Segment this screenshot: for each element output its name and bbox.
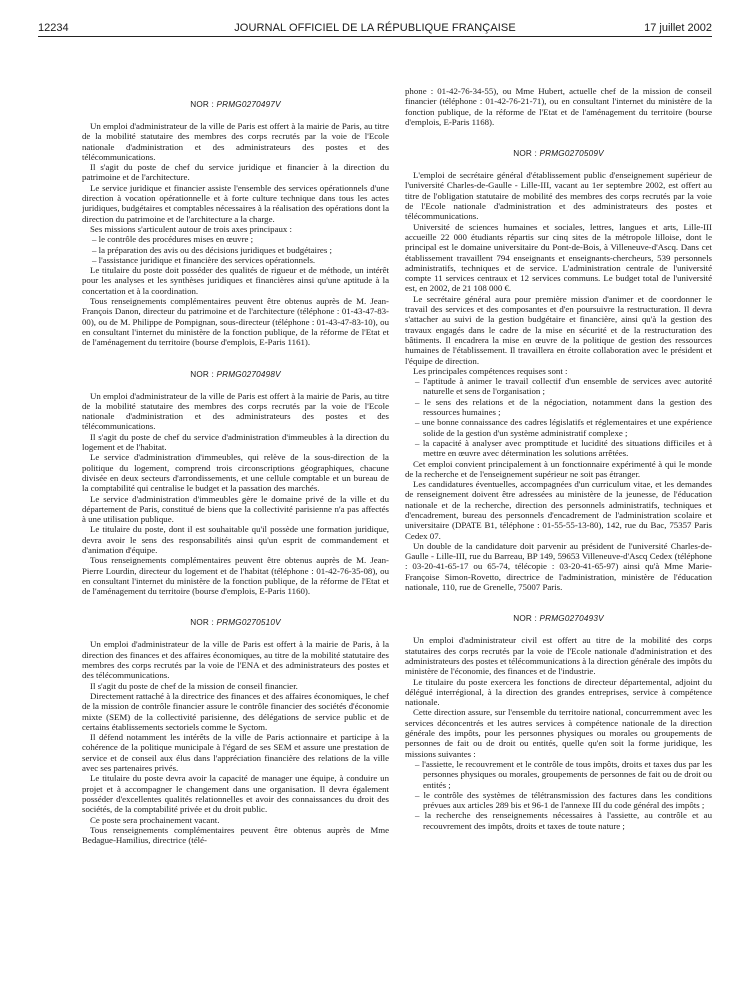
- paragraph: Un emploi d'administrateur civil est offert au titre de la mobilité des corps statutaires des corps recrutés par la voie de l'Ecole nationale d'administration et des administrateurs des postes et télécommunications à la direction générale des impôts du ministère de l'économie, des finances et de l'industrie.: [405, 635, 712, 677]
- mission-list: [405, 759, 712, 831]
- paragraph-continuation: phone : 01-42-76-34-55), ou Mme Hubert, actuelle chef de la mission de conseil financier (téléphone : 01-42-76-21-71), ou en consultant l'internet du ministère de la fonction publique, de la réforme de l'Etat et de l'aménagement du territoire (bourse d'emplois, E-Paris 1168).: [405, 86, 712, 127]
- mission-list: [82, 234, 389, 265]
- paragraph: Le titulaire du poste, dont il est souhaitable qu'il possède une formation juridique, devra avoir le sens des responsabilités ainsi qu'un esprit de commandement et d'animation d'équipe.: [82, 524, 389, 555]
- list-item: – le sens des relations et de la négociation, notamment dans la gestion des ressources humaines ;: [415, 397, 712, 418]
- paragraph: Les candidatures éventuelles, accompagnées d'un curriculum vitae, et les demandes de renseignement doivent être adressées au ministère de la jeunesse, de l'éducation nationale et de la recherche, direction des personnels administratifs, techniques et d'encadrement, bureau des personnels d'encadrement de l'administration scolaire et universitaire (DPATE B1, téléphone : 01-55-55-13-80), 142, rue du Bac, 75357 Paris Cedex 07.: [405, 479, 712, 541]
- left-column: [82, 90, 389, 990]
- paragraph: Un emploi d'administrateur de la ville de Paris est offert à la mairie de Paris, au titre de la mobilité statutaire des membres des corps recrutés par la voie de l'Ecole nationale d'administration et des administrateurs des postes et des télécommunications.: [82, 390, 389, 432]
- paragraph: Tous renseignements complémentaires peuvent être obtenus auprès de M. Jean-François Danon, directeur du patrimoine et de l'architecture (téléphone : 01-43-47-83-00), ou de M. Philippe de Pompignan, sous-directeur (téléphone : 01-43-47-83-10), ou en consultant l'internet du ministère de la fonction publique, de la réforme de l'Etat et de l'aménagement du territoire (bourse d'emplois, E-Paris 1161).: [82, 296, 389, 348]
- paragraph: Le service juridique et financier assiste l'ensemble des services opérationnels d'une direction à vocation opérationnelle et à forte culture technique dans tous les actes juridiques, budgétaires et comptables nécessaires à la réalisation des opérations dont la direction du patrimoine et de l'architecture a la charge.: [82, 182, 389, 224]
- paragraph: Tous renseignements complémentaires peuvent être obtenus auprès de Mme Bedague-Hamilius, directrice (télé-: [82, 824, 389, 846]
- nor-heading: NOR : PRMG0270509V: [513, 149, 604, 159]
- page-number: 12234: [38, 22, 69, 34]
- paragraph: Cette direction assure, sur l'ensemble du territoire national, concurremment avec les services déconcentrés et les autres services à compétence nationale de la direction générale des impôts, pour les personnes physiques ou morales ou groupements de personnes de fait ou de droit ou entités, quelle qu'en soit la forme juridique, les missions suivantes :: [405, 707, 712, 759]
- paragraph: Il défend notamment les intérêts de la ville de Paris actionnaire et participe à la cohérence de la politique municipale à l'égard de ses SEM et assure une prestation de service et de conseil aux élus dans l'appréciation financière des relations de la ville avec ses partenaires privés.: [82, 732, 389, 774]
- paragraph: L'emploi de secrétaire général d'établissement public d'enseignement supérieur de l'université Charles-de-Gaulle - Lille-III, vacant au 1er septembre 2002, est offert au titre de l'obligation statutaire de mobilité des membres des corps recrutés par la voie de l'Ecole nationale d'administration et des administrateurs des postes et télécommunications.: [405, 170, 712, 222]
- paragraph: Les principales compétences requises sont :: [413, 365, 568, 376]
- paragraph: Le service d'administration d'immeubles gère le domaine privé de la ville et du département de Paris, constitué de biens que la collectivité parisienne n'a pas affectés à une utilisation publique.: [82, 493, 389, 525]
- list-item: – la capacité à analyser avec promptitude et lucidité des situations difficiles et à mettre en œuvre avec détermination les solutions arrêtées.: [415, 438, 712, 459]
- two-column-body: [82, 88, 712, 990]
- paragraph: Ses missions s'articulent autour de trois axes principaux :: [90, 223, 293, 234]
- nor-heading: NOR : PRMG0270498V: [190, 369, 281, 379]
- list-item: – le contrôle des systèmes de télétransmission des factures dans les conditions prévues aux articles 289 bis et 96-1 de l'annexe III du code général des impôts ;: [415, 790, 712, 811]
- list-item: – l'assistance juridique et financière des services opérationnels.: [92, 255, 389, 265]
- paragraph: Le titulaire du poste devra avoir la capacité de manager une équipe, à conduire un projet et à accompagner le changement dans une organisation. Il devra également posséder d'excellentes qualités relationnelles et avoir des connaissances du droit des sociétés, de la comptabilité privée et du droit public.: [82, 773, 389, 815]
- competence-list: [405, 376, 712, 458]
- list-item: – une bonne connaissance des cadres législatifs et réglementaires et une expérience solide de la gestion d'un système administratif complexe ;: [415, 417, 712, 438]
- paragraph: Cet emploi convient principalement à un fonctionnaire expérimenté à qui le monde de la recherche et de l'enseignement supérieur ne soit pas étranger.: [405, 458, 712, 479]
- list-item: – l'assiette, le recouvrement et le contrôle de tous impôts, droits et taxes dus par les personnes physiques ou morales, groupements de personnes de fait ou de droit ou entités ;: [415, 759, 712, 790]
- nor-heading: NOR : PRMG0270493V: [513, 614, 604, 624]
- paragraph: Un emploi d'administrateur de la ville de Paris est offert à la mairie de Paris, au titre de la mobilité statutaire des membres des corps recrutés par la voie de l'Ecole nationale d'administration et des administrateurs des postes et des télécommunications.: [82, 121, 389, 162]
- page-header: [38, 14, 712, 34]
- paragraph: Le secrétaire général aura pour première mission d'animer et de coordonner le travail des services et des composantes et d'en poursuivre la restructuration. Il devra s'attacher au suivi de la gestion budgétaire et financière, ainsi qu'à la gestion des travaux engagés dans le cadre de la mise en sécurité et de la restructuration des bâtiments. Il encadrera la mise en œuvre de la politique de gestion des ressources humaines de l'établissement. Il travaillera en étroite collaboration avec le président et l'équipe de direction.: [405, 293, 712, 366]
- paragraph: Le titulaire du poste doit posséder des qualités de rigueur et de méthode, un intérêt pour les analyses et les synthèses juridiques et financières ainsi qu'une aptitude à la concertation et à la coordination.: [82, 265, 389, 296]
- issue-date: 17 juillet 2002: [644, 22, 712, 34]
- paragraph: Il s'agit du poste de chef du service d'administration d'immeubles à la direction du logement et de l'habitat.: [82, 431, 389, 453]
- paragraph: Université de sciences humaines et sociales, lettres, langues et arts, Lille-III accueille 22 000 étudiants répartis sur cinq sites de la métropole lilloise, dont le principal est le domaine universitaire du Pont-de-Bois, à Villeneuve-d'Ascq. Dans cet établissement travaillent 794 enseignants et enseignants-chercheurs, 539 personnels administratifs, techniques et de service. L'administration centrale de l'université compte 11 services centraux et 12 services communs. Le budget total de l'université est, en 2002, de 21 108 000 €.: [405, 221, 712, 294]
- paragraph: Il s'agit du poste de chef du service juridique et financier à la direction du patrimoine et de l'architecture.: [82, 162, 389, 183]
- journal-title: JOURNAL OFFICIEL DE LA RÉPUBLIQUE FRANÇAISE: [234, 22, 516, 34]
- list-item: – l'aptitude à animer le travail collectif d'un ensemble de services avec autorité naturelle et sens de l'organisation ;: [415, 376, 712, 397]
- list-item: – le contrôle des procédures mises en œuvre ;: [92, 234, 389, 244]
- paragraph: Directement rattaché à la directrice des finances et des affaires économiques, le chef de la mission de contrôle financier assure le contrôle financier des sociétés d'économie mixte (SEM) de la collectivité parisienne, des délégations de service public et de certains établissements sectoriels comme le Syctom.: [82, 690, 389, 732]
- paragraph: Il s'agit du poste de chef de la mission de conseil financier.: [90, 680, 298, 691]
- paragraph: Le titulaire du poste exercera les fonctions de directeur départemental, adjoint du délégué interrégional, à la direction des grandes entreprises, service à compétence nationale.: [405, 676, 712, 708]
- paragraph: Un emploi d'administrateur de la ville de Paris est offert à la mairie de Paris, à la direction des finances et des affaires économiques, au titre de la mobilité statutaire des membres des corps recrutés par la voie de l'ENA et des administrateurs des postes et des télécommunications.: [82, 639, 389, 681]
- nor-heading: NOR : PRMG0270497V: [190, 100, 281, 109]
- nor-heading: NOR : PRMG0270510V: [190, 618, 281, 628]
- paragraph: Un double de la candidature doit parvenir au président de l'université Charles-de-Gaulle - Lille-III, rue du Barreau, BP 149, 59653 Villeneuve-d'Ascq Cedex (téléphone : 03-20-41-65-17 ou 65-74, télécopie : 03-20-41-65-97) ainsi qu'à Mme Marie-Françoise Simon-Rovetto, directrice de l'administration, ministère de l'éducation nationale, 110, rue de Grenelle, 75007 Paris.: [405, 540, 712, 593]
- paragraph: Tous renseignements complémentaires peuvent être obtenus auprès de M. Jean-Pierre Lourdin, directeur du logement et de l'habitat (téléphone : 01-42-76-35-08), ou en consultant l'internet du ministère de la fonction publique, de la réforme de l'Etat et de l'aménagement du territoire (bourse d'emplois, E-Paris 1160).: [82, 555, 389, 597]
- right-column: [405, 86, 712, 990]
- paragraph: Ce poste sera prochainement vacant.: [90, 814, 220, 825]
- paragraph: Le service d'administration d'immeubles, qui relève de la sous-direction de la politique du logement, comprend trois circonscriptions géographiques, chacune divisée en deux secteurs d'arrondissements, et une cellule comptable et un bureau de la comptabilité qui centralise le budget et la passation des marchés.: [82, 452, 389, 494]
- list-item: – la préparation des avis ou des décisions juridiques et budgétaires ;: [92, 245, 389, 255]
- list-item: – la recherche des renseignements nécessaires à l'assiette, au contrôle et au recouvrement des impôts, droits et taxes de toute nature ;: [415, 810, 712, 831]
- header-rule: [38, 36, 712, 37]
